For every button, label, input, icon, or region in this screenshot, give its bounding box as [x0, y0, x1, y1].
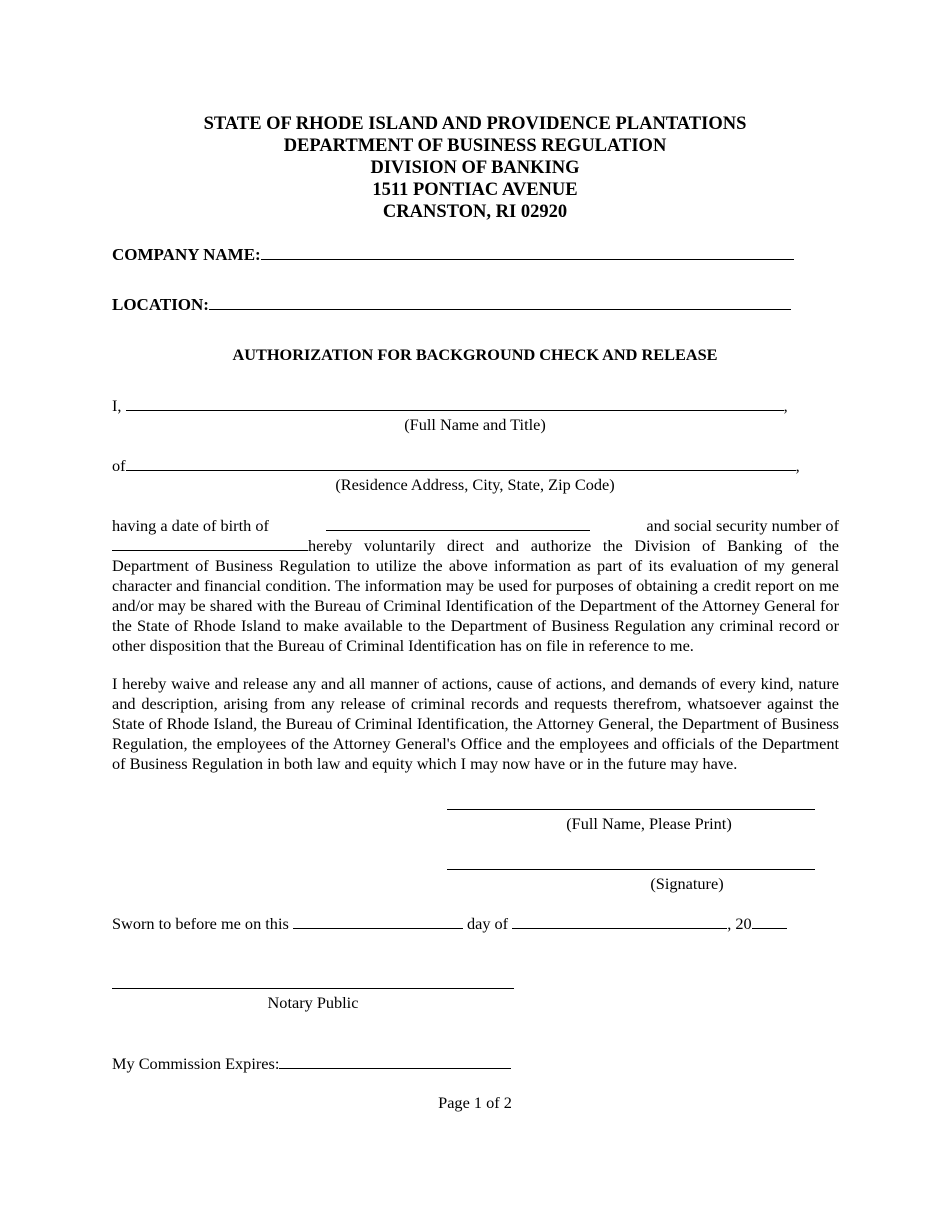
header-city: CRANSTON, RI 02920 — [382, 202, 568, 222]
dob-ssn-row — [112, 515, 839, 536]
header-division: DIVISION OF BANKING — [370, 158, 580, 178]
print-name-line[interactable] — [447, 809, 815, 810]
header-state: STATE OF RHODE ISLAND AND PROVIDENCE PLANTATIONS — [203, 114, 747, 134]
full-name-suffix: , — [783, 396, 788, 415]
sworn-day-field[interactable] — [293, 913, 463, 929]
authorization-text: hereby voluntarily direct and authorize the Division of Banking of the Department of Business Regulation to utilize the above information as part of its evaluation of my general character and financial condition. The information may be used for purposes of obtaining a credit report on me and/or may be shared with the Bureau of Criminal Identification of the Department of the Attorney General for the State of Rhode Island to make available to the Department of Business Regulation any criminal record or other disposition that the Bureau of Criminal Identification has on file in reference to me. — [112, 536, 839, 655]
dob-label: having a date of birth of — [112, 516, 269, 535]
location-field[interactable] — [209, 294, 791, 310]
header-department: DEPARTMENT OF BUSINESS REGULATION — [283, 136, 667, 156]
sworn-row — [112, 913, 787, 934]
residence-row — [112, 455, 800, 476]
full-name-title-field[interactable] — [126, 395, 784, 411]
company-name-field[interactable] — [261, 244, 794, 260]
ssn-label: and social security number of — [646, 516, 839, 535]
commission-label: My Commission Expires: — [112, 1054, 280, 1073]
sworn-label: Sworn to before me on this — [112, 914, 289, 933]
signature-line[interactable] — [447, 869, 815, 870]
full-name-row — [112, 395, 788, 416]
residence-prefix: of — [112, 456, 126, 475]
sworn-month-field[interactable] — [512, 913, 727, 929]
residence-caption: (Residence Address, City, State, Zip Code) — [335, 475, 615, 494]
commission-expires-field[interactable] — [279, 1053, 511, 1069]
sworn-year-field[interactable] — [752, 913, 787, 929]
date-of-birth-field[interactable] — [326, 515, 590, 531]
sworn-day-of-label: day of — [466, 914, 509, 933]
full-name-prefix: I, — [112, 396, 122, 415]
location-row — [112, 294, 791, 315]
commission-row — [112, 1053, 511, 1074]
residence-address-field[interactable] — [126, 455, 796, 471]
form-title: AUTHORIZATION FOR BACKGROUND CHECK AND RELEASE — [232, 345, 718, 364]
residence-suffix: , — [795, 456, 800, 475]
ssn-field[interactable] — [112, 535, 308, 551]
company-name-label: COMPANY NAME: — [112, 245, 261, 264]
print-name-caption: (Full Name, Please Print) — [566, 814, 732, 833]
company-name-row — [112, 244, 794, 265]
location-label: LOCATION: — [112, 295, 209, 314]
notary-caption: Notary Public — [267, 993, 359, 1012]
sworn-year-prefix: , 20 — [727, 914, 752, 933]
full-name-caption: (Full Name and Title) — [404, 415, 546, 434]
release-paragraph: I hereby waive and release any and all manner of actions, cause of actions, and demands of every kind, nature and description, arising from any release of criminal records and requests therefrom, whatsoever against the State of Rhode Island, the Bureau of Criminal Identification, the Attorney General, the Department of Business Regulation, the employees of the Attorney General's Office and the employees and officials of the Department of Business Regulation in both law and equity which I may now have or in the future may have. — [112, 674, 839, 773]
page-number: Page 1 of 2 — [438, 1093, 512, 1112]
header-street: 1511 PONTIAC AVENUE — [372, 180, 578, 200]
notary-signature-line[interactable] — [112, 988, 514, 989]
authorization-paragraph — [112, 535, 839, 655]
signature-caption: (Signature) — [650, 874, 724, 893]
